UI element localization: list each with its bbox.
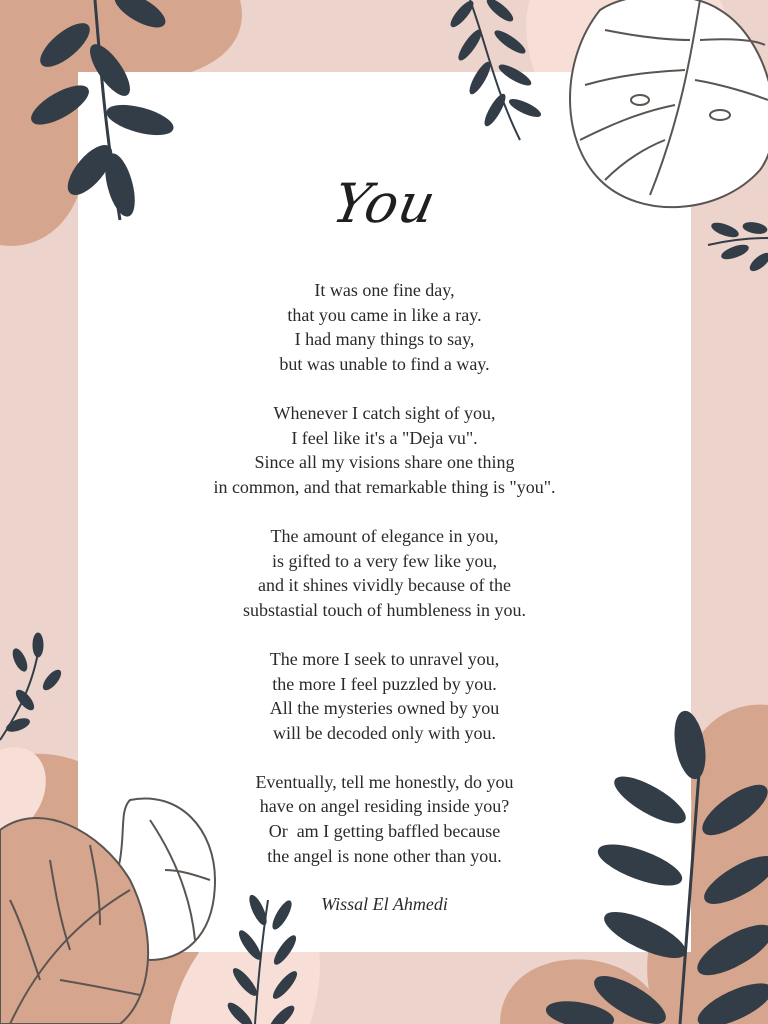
poem-line: Whenever I catch sight of you, <box>273 402 496 423</box>
poem-card <box>78 72 691 952</box>
poem-line: I had many things to say, <box>294 329 475 350</box>
stanza <box>78 770 691 868</box>
poem-line: Since all my visions share one thing <box>254 452 515 473</box>
poem-line: Or am I getting baffled because <box>268 821 501 842</box>
poem-line: will be decoded only with you. <box>273 722 496 743</box>
poem-author: Wissal El Ahmedi <box>321 894 448 914</box>
poem-line: but was unable to find a way. <box>279 353 490 374</box>
stanza <box>78 647 691 745</box>
poem-line: Eventually, tell me honestly, do you <box>255 771 514 792</box>
stanza <box>78 524 691 622</box>
poem-line: I feel like it's a "Deja vu". <box>291 427 478 448</box>
poem-line: the more I feel puzzled by you. <box>272 673 497 694</box>
blob-bottom-right-2 <box>500 959 665 1024</box>
stanza <box>78 278 691 376</box>
poem-line: All the mysteries owned by you <box>269 698 500 719</box>
stanza <box>78 401 691 499</box>
poem-line: and it shines vividly because of the <box>258 575 511 596</box>
poem-line: The amount of elegance in you, <box>270 525 499 546</box>
poem-line: substastial touch of humbleness in you. <box>243 599 526 620</box>
poem-line: in common, and that remarkable thing is "you". <box>213 476 556 497</box>
poem-line: have on angel residing inside you? <box>259 796 510 817</box>
poem-line: the angel is none other than you. <box>267 845 502 866</box>
poem-title: You <box>327 172 442 235</box>
poem-line: that you came in like a ray. <box>287 304 482 325</box>
poem-line: It was one fine day, <box>314 280 455 300</box>
poem-body <box>78 278 691 893</box>
poem-line: is gifted to a very few like you, <box>272 550 497 571</box>
poem-line: The more I seek to unravel you, <box>269 648 500 669</box>
